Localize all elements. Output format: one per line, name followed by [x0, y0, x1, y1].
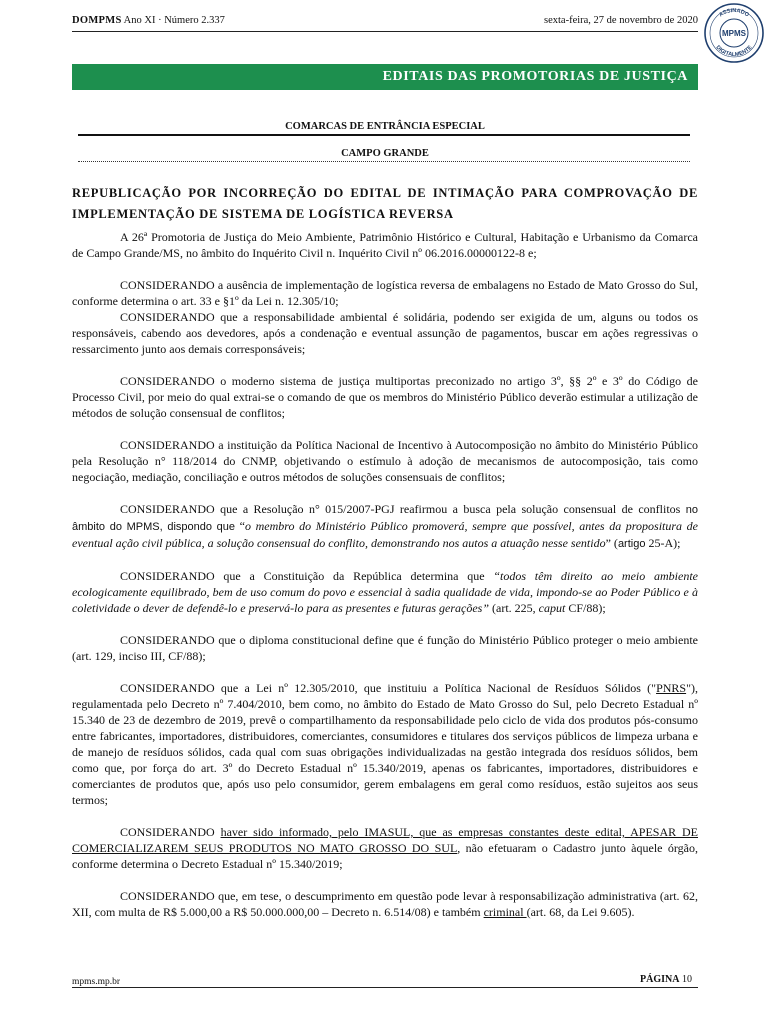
paragraph-intro: A 26ª Promotoria de Justiça do Meio Ambiente, Patrimônio Histórico e Cultural, Habitação e Urbanismo da Comarca de Campo Grande/MS, no âmbito do Inquérito Civil n. Inquérito Civil nº 06.2016.00000122-8 e;	[72, 230, 698, 260]
section-rule	[78, 134, 690, 136]
header-publication-info	[72, 15, 225, 26]
document-body	[72, 229, 698, 920]
footer-page	[640, 974, 692, 985]
seal-top-text: ASSINADO	[718, 7, 750, 19]
section-subtitle: CAMPO GRANDE	[341, 148, 429, 159]
banner-title: EDITAIS DAS PROMOTORIAS DE JUSTIÇA	[382, 69, 688, 84]
paragraph-considerando-6: CONSIDERANDO que a Constituição da República determina que “todos têm direito ao meio ambiente ecologicamente equilibrado, bem de uso comum do povo e essencial à sadia qualidade de vida, impondo-se ao Poder Público e à coletividade o dever de defendê-lo e preservá-lo para as presentes e futuras gerações” (art. 225, caput CF/88);	[72, 569, 699, 615]
page-label: PÁGINA	[640, 974, 680, 985]
header-date: sexta-feira, 27 de novembro de 2020	[544, 15, 698, 26]
paragraph-considerando-8: CONSIDERANDO que a Lei nº 12.305/2010, que instituiu a Política Nacional de Resíduos Sólidos ("PNRS"), regulamentada pelo Decreto nº 7.404/2010, bem como, no âmbito do Estado de Mato Grosso do Sul, pelo Decreto Estadual nº 15.340 de 23 de dezembro de 2019, prevê o compartilhamento da responsabilidade pelo ciclo de vida dos produtos pós-consumo entre fabricantes, importadores, distribuidores, comerciantes, consumidores e titulares dos serviços públicos de limpeza urbana e de manejo de resíduos sólidos, cada qual com suas obrigações individualizadas na gestão integrada dos resíduos sólidos, bem como que, por força do art. 3º do Decreto Estadual nº 15.340/2019, apenas os fabricantes, importadores, distribuidores e comerciantes de produtos que, após uso pelo consumidor, gerem embalagens em geral como resíduos, estão sujeitos aos seus termos;	[72, 681, 698, 807]
section-title: COMARCAS DE ENTRÂNCIA ESPECIAL	[285, 121, 485, 132]
seal-logo-text: MPMS	[722, 29, 746, 38]
paragraph-considerando-1: CONSIDERANDO a ausência de implementação de logística reversa de embalagens no Estado de Mato Grosso do Sul, conforme determina o art. 33 e §1º da Lei n. 12.305/10;	[72, 278, 698, 308]
issue-info: Ano XI · Número 2.337	[123, 15, 225, 26]
section-banner	[72, 64, 698, 90]
paragraph-considerando-3: CONSIDERANDO o moderno sistema de justiça multiportas preconizado no artigo 3º, §§ 2º e 3º do Código de Processo Civil, por meio do qual extrai-se o comando de que os membros do Ministério Público deverão estimular a utilização de métodos de solução consensual de conflitos;	[72, 374, 698, 420]
document-title: REPUBLICAÇÃO POR INCORREÇÃO DO EDITAL DE INTIMAÇÃO PARA COMPROVAÇÃO DE IMPLEMENTAÇÃO DE SISTEMA DE LOGÍSTICA REVERSA	[72, 186, 698, 221]
paragraph-considerando-7: CONSIDERANDO que o diploma constitucional define que é função do Ministério Público proteger o meio ambiente (art. 129, inciso III, CF/88);	[72, 633, 698, 663]
paragraph-considerando-5: CONSIDERANDO que a Resolução n° 015/2007-PGJ reafirmou a busca pela solução consensual de conflitos no âmbito do MPMS, dispondo que “o membro do Ministério Público promoverá, sempre que possível, antes da propositura de eventual ação civil pública, a solução consensual do conflito, demonstrando nos autos a atuação nesse sentido” (artigo 25-A);	[72, 502, 699, 550]
footer-site: mpms.mp.br	[72, 977, 121, 987]
paragraph-considerando-2: CONSIDERANDO que a responsabilidade ambiental é solidária, podendo ser exigida de um, alguns ou todos os responsáveis, cabendo aos devedores, após a condenação e eventual assunção de pagamentos, buscar em ações regressivas o ressarcimento junto aos demais corresponsáveis;	[72, 310, 698, 356]
paragraph-considerando-9: CONSIDERANDO haver sido informado, pelo IMASUL, que as empresas constantes deste edital, APESAR DE COMERCIALIZAREM SEUS PRODUTOS NO MATO GROSSO DO SUL, não efetuaram o Cadastro junto àquele órgão, conforme determina o Decreto Estadual nº 15.340/2019;	[72, 825, 699, 871]
page-number: 10	[681, 974, 692, 985]
publication-name: DOMPMS	[72, 15, 122, 26]
paragraph-considerando-4: CONSIDERANDO a instituição da Política Nacional de Incentivo à Autocomposição no âmbito do Ministério Público pela Resolução n° 118/2014 do CNMP, objetivando o estímulo à adoção de mecanismos de autocomposição, tais como negociação, mediação, conciliação e outros métodos de soluções consensuais de conflitos;	[72, 438, 698, 484]
seal-bottom-text: DIGITALMENTE	[714, 44, 754, 59]
header-divider	[72, 31, 698, 32]
footer-divider	[72, 987, 698, 988]
digital-signature-seal	[703, 2, 765, 64]
paragraph-considerando-10: CONSIDERANDO que, em tese, o descumprimento em questão pode levar à responsabilização administrativa (art. 62, XII, com multa de R$ 5.000,00 a R$ 50.000.000,00 – Decreto n. 6.514/08) e também criminal (art. 68, da Lei 9.605).	[72, 889, 698, 919]
section-dotted-rule	[78, 161, 690, 162]
